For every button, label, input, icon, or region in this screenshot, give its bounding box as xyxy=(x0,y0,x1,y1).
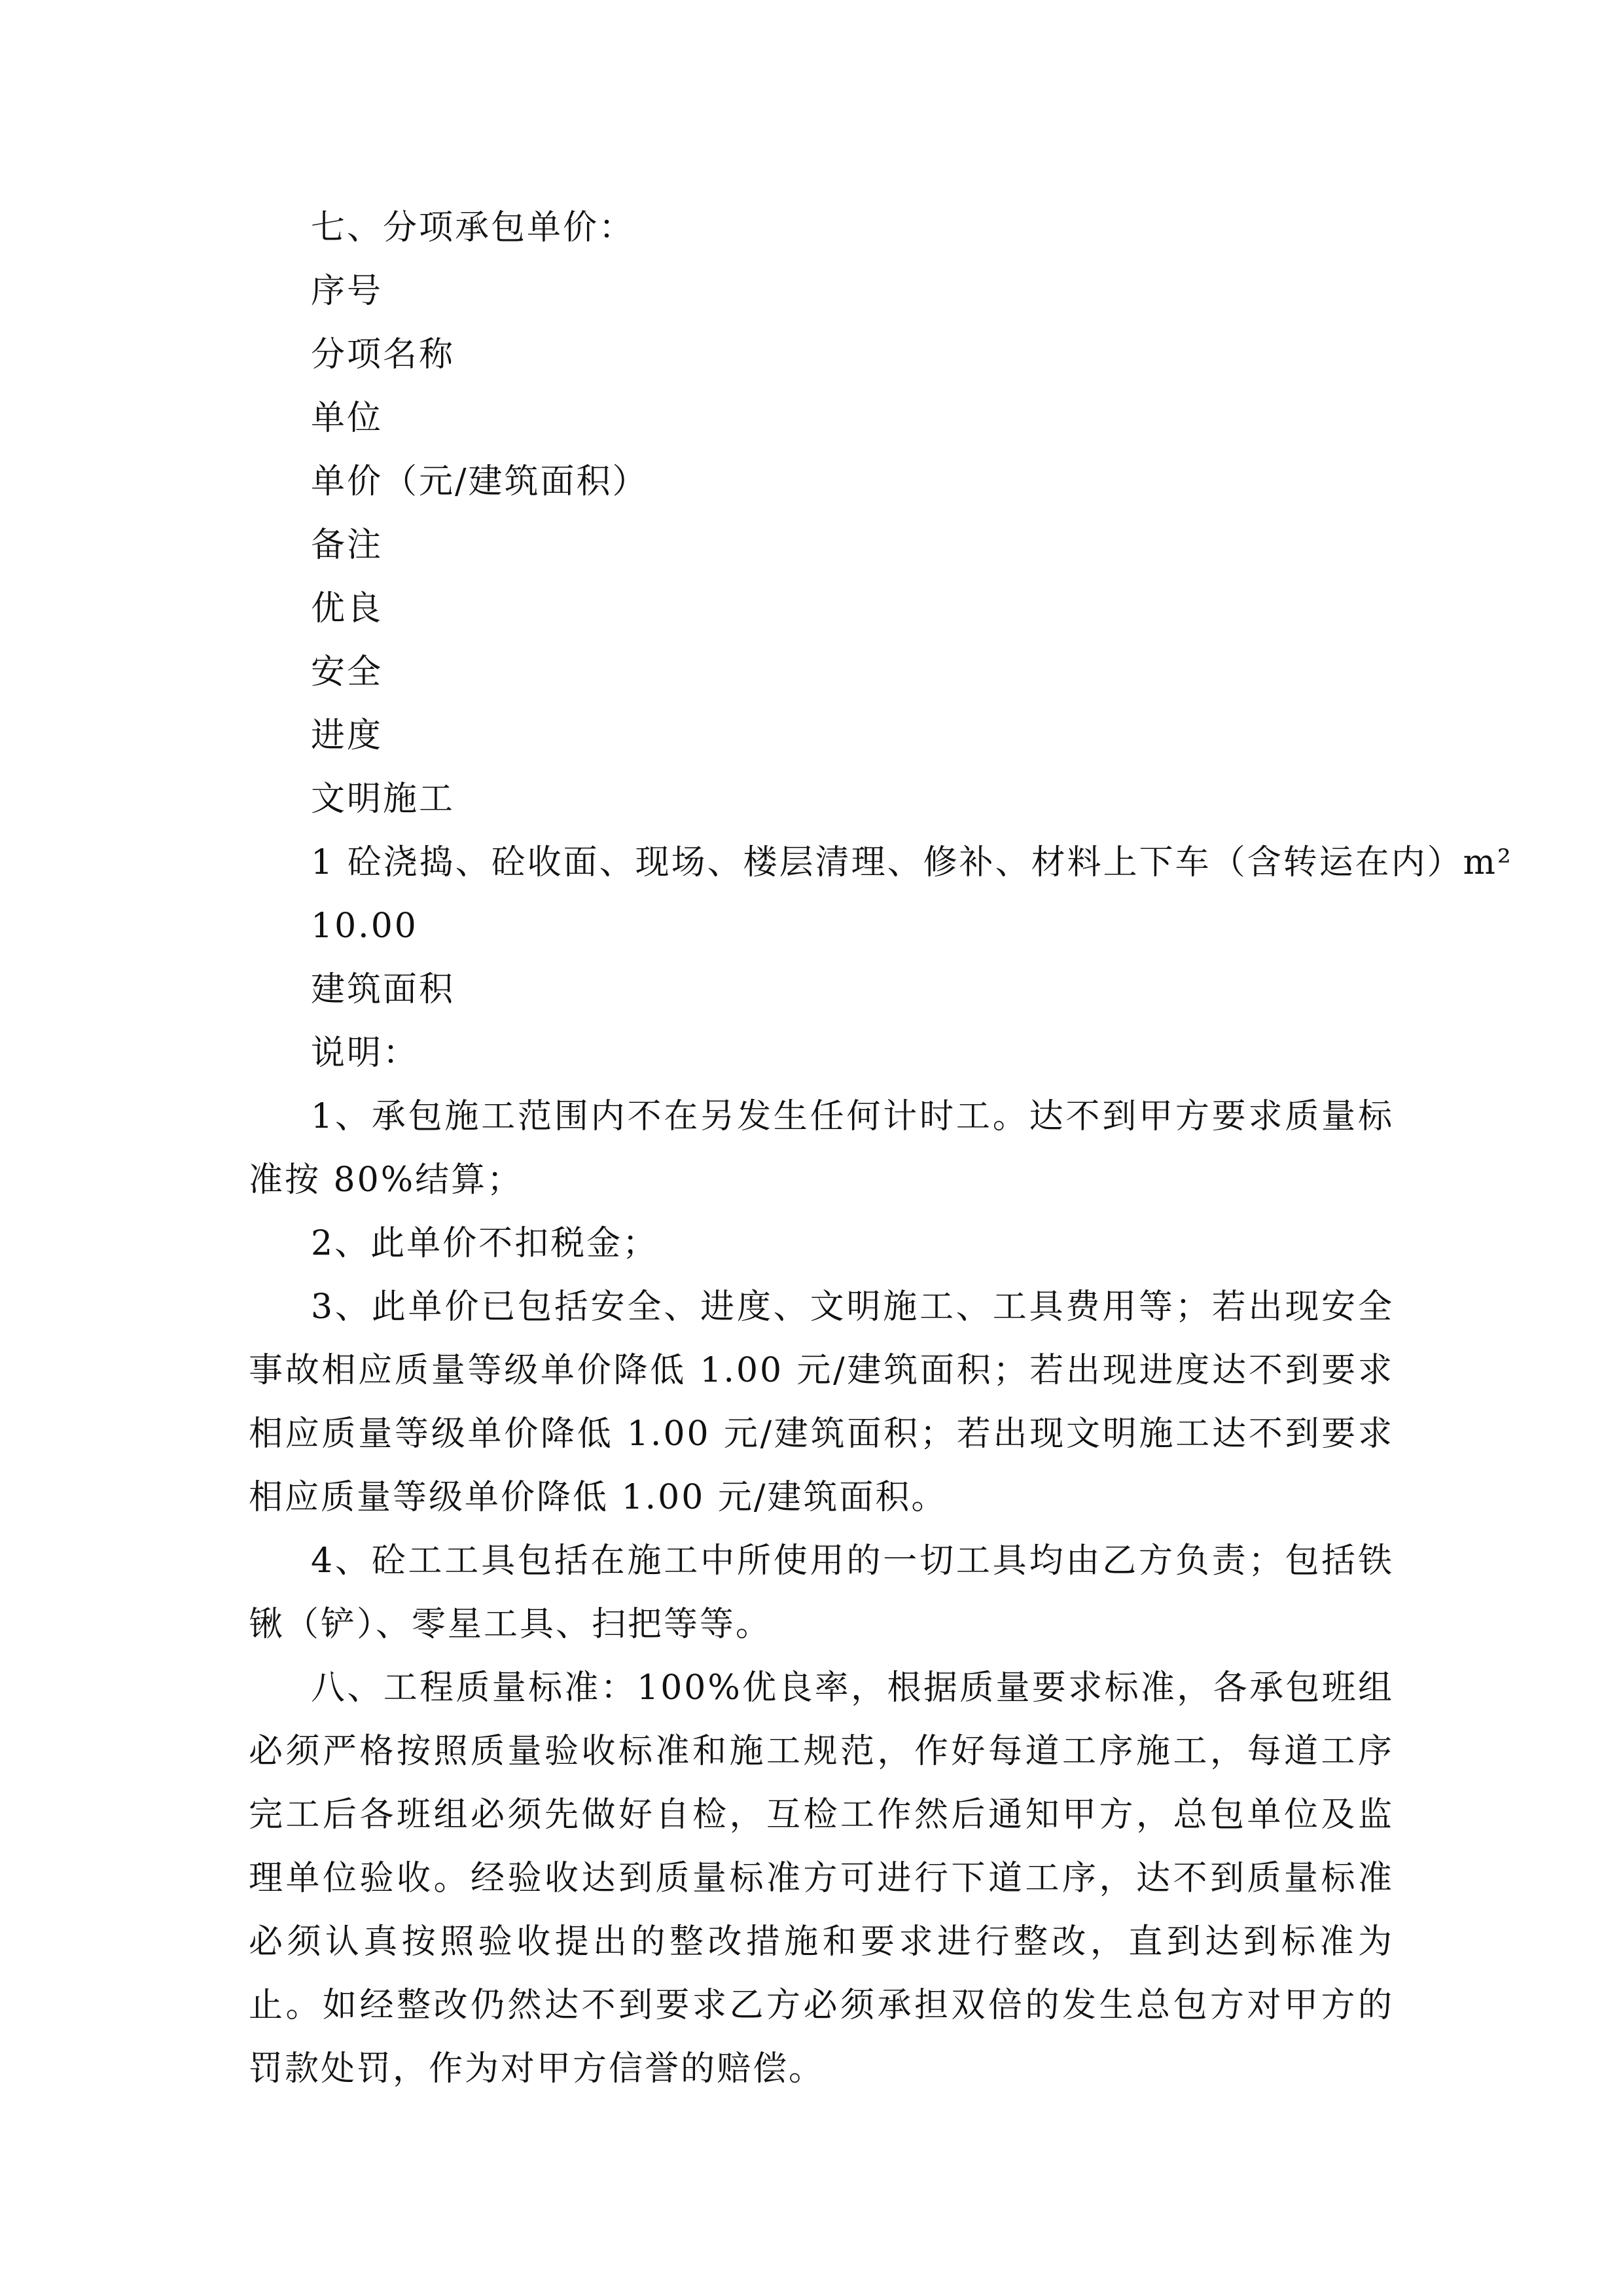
section-7-heading: 七、分项承包单价： xyxy=(311,208,635,247)
table-header-serial: 序号 xyxy=(311,272,383,311)
note-1: 1、承包施工范围内不在另发生任何计时工。达不到甲方要求质量标准按 80%结算； xyxy=(249,1097,1394,1200)
table-header-unit: 单位 xyxy=(311,399,383,438)
table-row-unit: 建筑面积 xyxy=(311,970,455,1009)
table-header-progress: 进度 xyxy=(311,716,383,755)
note-4: 4、砼工工具包括在施工中所使用的一切工具均由乙方负责；包括铁锹（铲）、零星工具、扫把等等。 xyxy=(249,1541,1394,1644)
table-row-price: 10.00 xyxy=(311,906,418,946)
table-header-excellent: 优良 xyxy=(311,589,383,628)
note-3: 3、此单价已包括安全、进度、文明施工、工具费用等；若出现安全事故相应质量等级单价降低 1.00 元/建筑面积；若出现进度达不到要求相应质量等级单价降低 1.00 元/建筑面积；若出现文明施工达不到要求相应质量等级单价降低 1.00 元/建筑面积。 xyxy=(249,1287,1394,1517)
table-header-item-name: 分项名称 xyxy=(311,335,455,374)
table-header-unit-price: 单价（元/建筑面积） xyxy=(311,462,649,501)
note-2: 2、此单价不扣税金； xyxy=(311,1224,659,1263)
document-body xyxy=(249,196,1513,2101)
table-header-civilized-construction: 文明施工 xyxy=(311,780,455,819)
table-header-remarks: 备注 xyxy=(311,526,383,565)
section-8-quality-standard: 八、工程质量标准：100%优良率，根据质量要求标准，各承包班组必须严格按照质量验收标准和施工规范，作好每道工序施工，每道工序完工后各班组必须先做好自检，互检工作然后通知甲方，总包单位及监理单位验收。经验收达到质量标准方可进行下道工序，达不到质量标准必须认真按照验收提出的整改措施和要求进行整改，直到达到标准为止。如经整改仍然达不到要求乙方必须承担双倍的发生总包方对甲方的罚款处罚，作为对甲方信誉的赔偿。 xyxy=(249,1668,1394,2089)
table-header-safety: 安全 xyxy=(311,653,383,692)
table-row-item: 1 砼浇捣、砼收面、现场、楼层清理、修补、材料上下车（含转运在内）m² xyxy=(311,843,1513,882)
notes-heading: 说明： xyxy=(311,1033,419,1073)
